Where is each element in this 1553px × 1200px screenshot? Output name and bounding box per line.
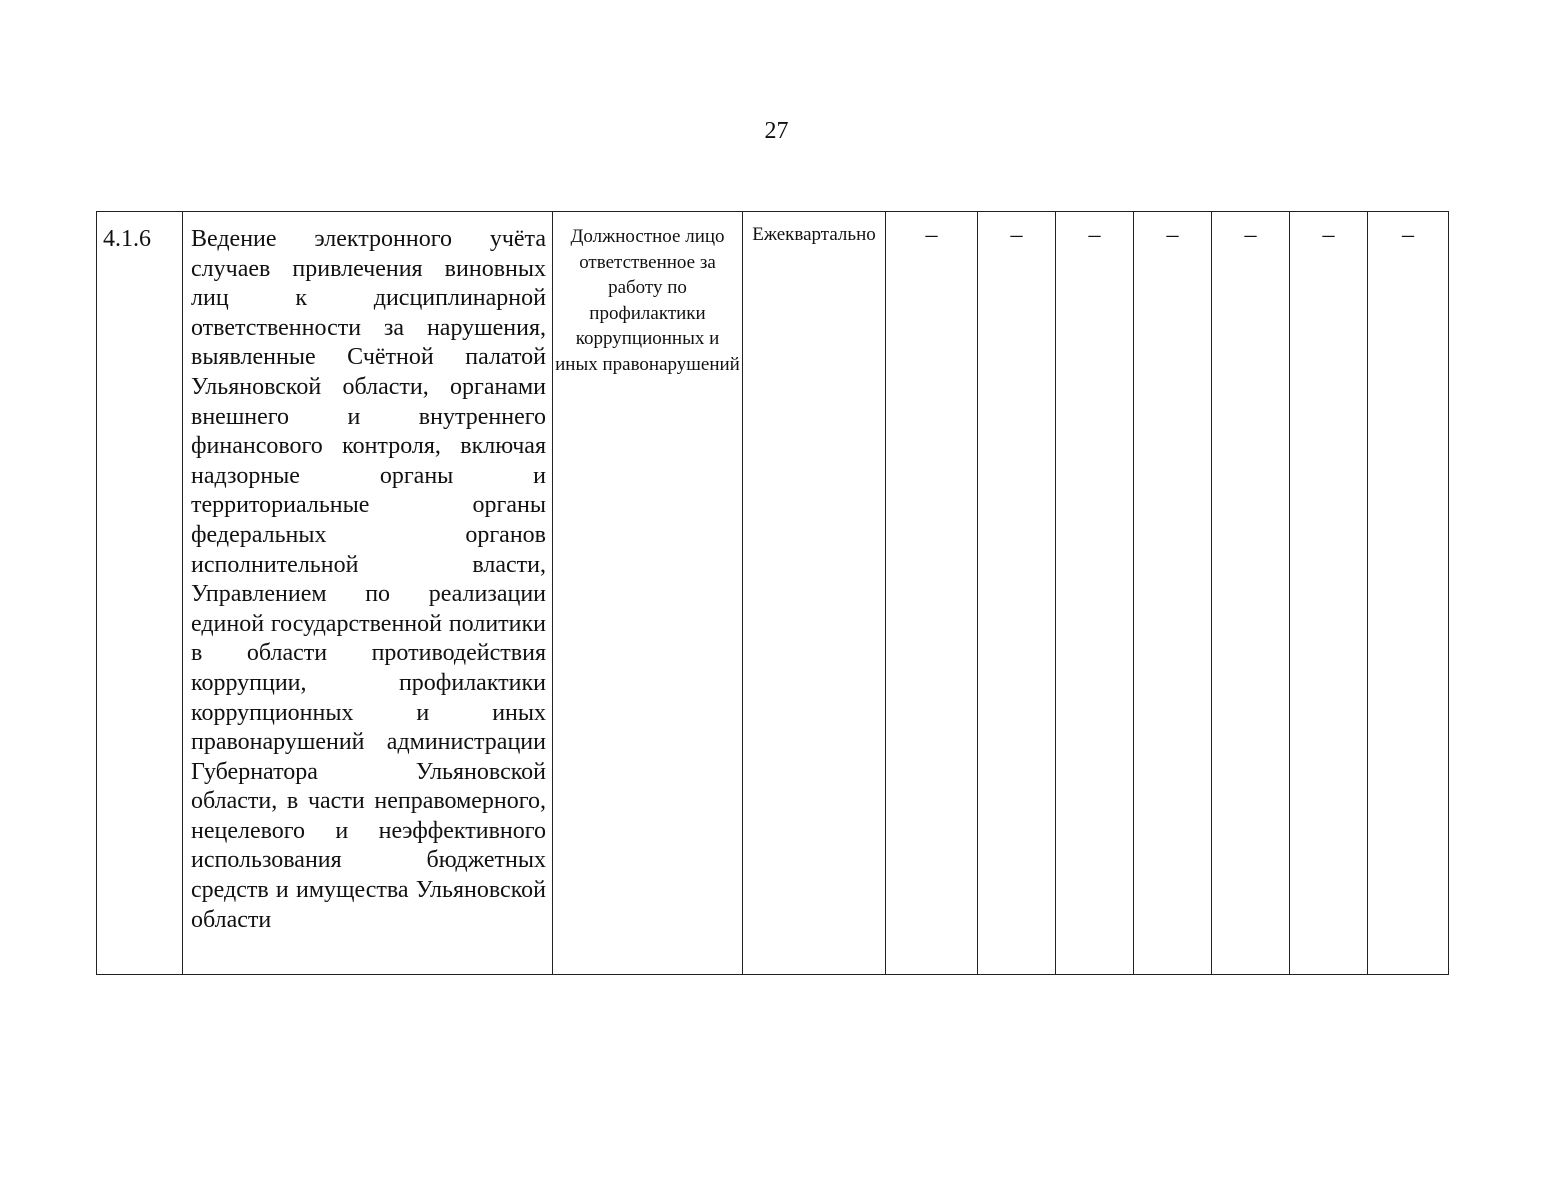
row-number-cell: 4.1.6 xyxy=(97,212,183,975)
value-cell-3: – xyxy=(1056,212,1134,975)
value-cell-1: – xyxy=(886,212,978,975)
responsible-person-cell: Должностное лицо ответственное за работу по профилактики коррупционных и иных правонарушений xyxy=(553,212,743,975)
value-cell-2: – xyxy=(978,212,1056,975)
measure-description-cell: Ведение электронного учёта случаев привлечения виновных лиц к дисциплинарной ответственности за нарушения, выявленные Счётной палатой Ульяновской области, органами внешнего и внутреннего финансового контроля, включая надзорные органы и территориальные органы федеральных органов исполнительной власти, Управлением по реализации единой государственной политики в области противодействия коррупции, профилактики коррупционных и иных правонарушений администрации Губернатора Ульяновской области, в части неправомерного, нецелевого и неэффективного использования бюджетных средств и имущества Ульяновской области xyxy=(183,212,553,975)
table-row xyxy=(97,212,1449,975)
value-cell-7: – xyxy=(1368,212,1449,975)
page-number: 27 xyxy=(764,118,789,144)
value-cell-5: – xyxy=(1212,212,1290,975)
period-cell: Ежеквартально xyxy=(743,212,886,975)
value-cell-6: – xyxy=(1290,212,1368,975)
plan-table xyxy=(96,211,1449,975)
value-cell-4: – xyxy=(1134,212,1212,975)
